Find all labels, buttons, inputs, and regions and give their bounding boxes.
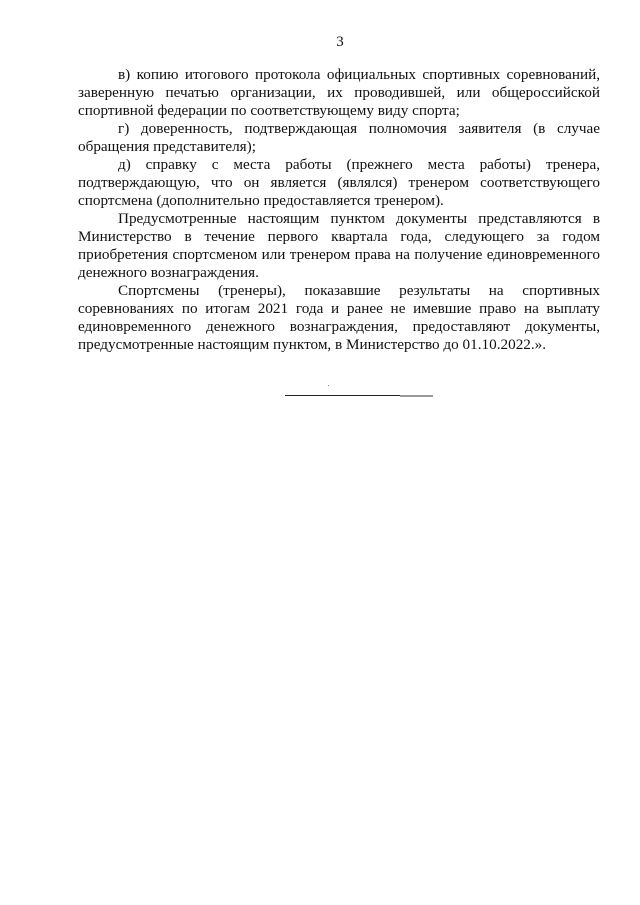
text-line: г) доверенность, подтверждающая полномочия заявителя (в случае [118,120,600,137]
paragraph-submission-deadline [78,210,600,282]
text-line: д) справку с места работы (прежнего места работы) тренера, [118,156,600,173]
page-number: 3 [336,34,344,50]
text-line: спортсмена (дополнительно предоставляется тренером). [78,192,444,209]
text-line: предусмотренные настоящим пунктом, в Министерство до 01.10.2022.». [78,336,547,353]
paragraph-item-v [78,66,600,120]
text-line: Спортсмены (тренеры), показавшие результаты на спортивных [118,282,600,299]
end-separator-line-faded [400,395,433,397]
scan-speck [328,385,329,386]
text-line: заверенную печатью организации, их проводившей, или общероссийской [78,84,600,101]
paragraph-item-g [78,120,600,156]
text-line: соревнованиях по итогам 2021 года и ранее не имевшие право на выплату [78,300,600,317]
text-line: спортивной федерации по соответствующему виду спорта; [78,102,460,119]
paragraph-item-d [78,156,600,210]
paragraph-2021-results [78,282,600,354]
text-line: приобретения спортсменом или тренером права на получение единовременного [78,246,600,263]
document-body [78,66,600,354]
text-line: Предусмотренные настоящим пунктом документы представляются в [118,210,600,227]
text-line: обращения представителя); [78,138,256,155]
text-line: единовременного денежного вознаграждения, предоставляют документы, [78,318,600,335]
text-line: Министерство в течение первого квартала года, следующего за годом [78,228,600,245]
text-line: в) копию итогового протокола официальных спортивных соревнований, [118,66,600,83]
text-line: подтверждающую, что он является (являлся) тренером соответствующего [78,174,600,191]
text-line: денежного вознаграждения. [78,264,259,281]
